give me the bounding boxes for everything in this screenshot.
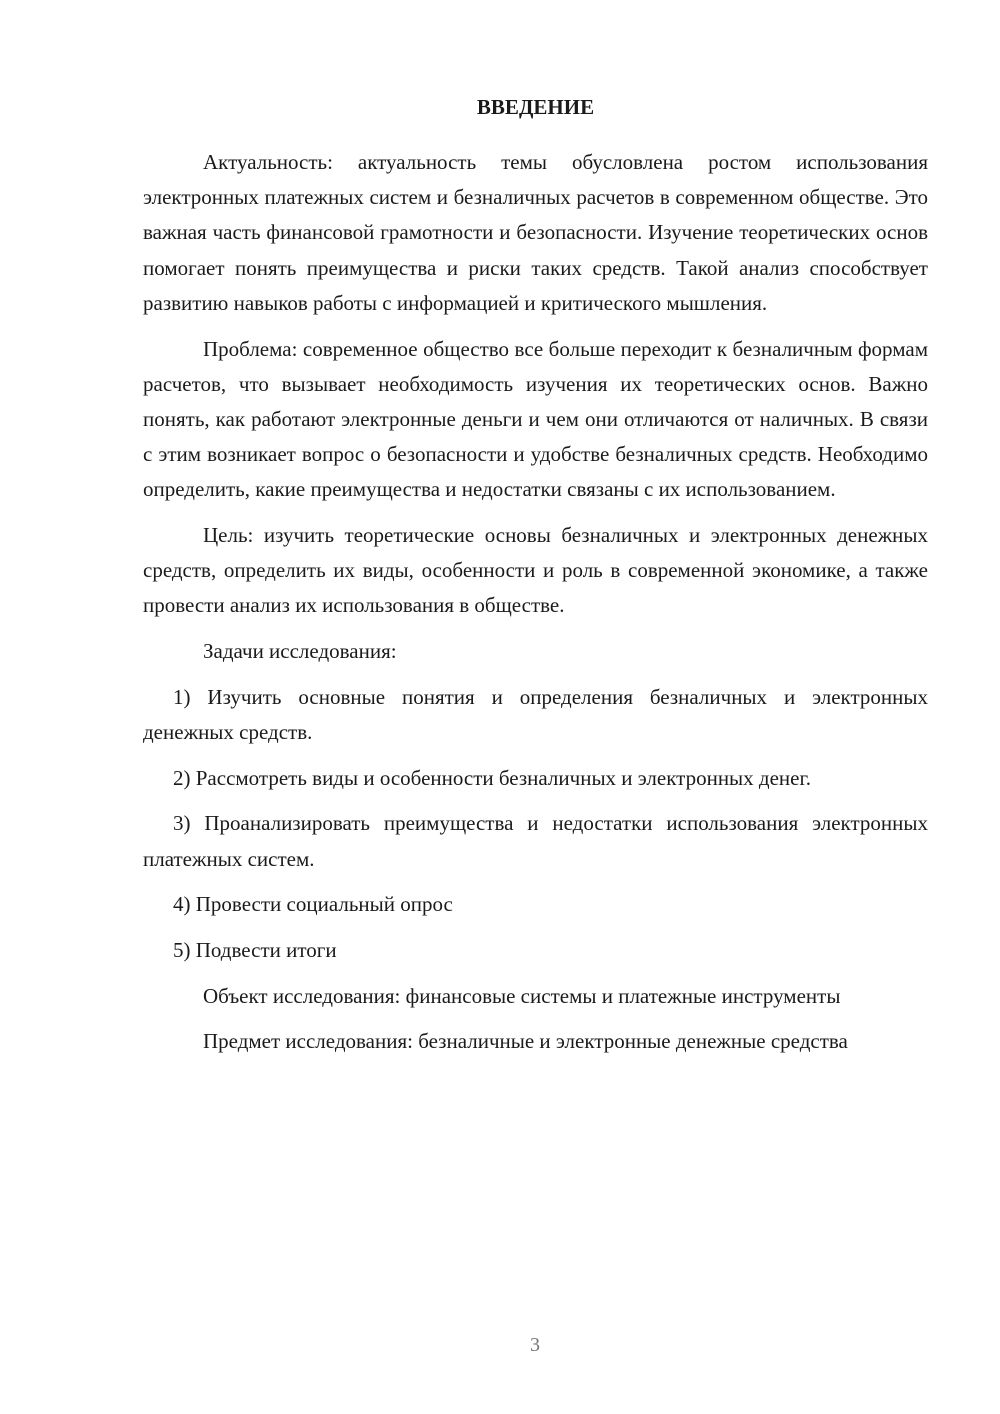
- problem-paragraph: Проблема: современное общество все больше переходит к безналичным формам расчетов, что вызывает необходимость изучения их теоретических основ. Важно понять, как работают электронные деньги и чем они отличаются от наличных. В связи с этим возникает вопрос о безопасности и удобстве безналичных средств. Необходимо определить, какие преимущества и недостатки связаны с их использованием.: [143, 336, 928, 502]
- task-item-3: 3) Проанализировать преимущества и недостатки использования электронных платежных систем.: [143, 811, 928, 871]
- page-number: 3: [530, 1334, 540, 1356]
- tasks-heading: Задачи исследования:: [203, 639, 397, 664]
- object-paragraph: Объект исследования: финансовые системы и платежные инструменты: [203, 983, 841, 1008]
- document-page: [143, 90, 928, 1060]
- task-item-5: 5) Подвести итоги: [173, 938, 337, 963]
- task-item-4: 4) Провести социальный опрос: [173, 892, 453, 917]
- task-item-1: 1) Изучить основные понятия и определения безналичных и электронных денежных средств.: [143, 684, 928, 745]
- subject-paragraph: Предмет исследования: безналичные и электронные денежные средства: [203, 1029, 848, 1054]
- goal-paragraph: Цель: изучить теоретические основы безналичных и электронных денежных средств, определить их виды, особенности и роль в современной экономике, а также провести анализ их использования в обществе.: [143, 523, 928, 618]
- relevance-paragraph: Актуальность: актуальность темы обусловлена ростом использования электронных платежных систем и безналичных расчетов в современном обществе. Это важная часть финансовой грамотности и безопасности. Изучение теоретических основ помогает понять преимущества и риски таких средств. Такой анализ способствует развитию навыков работы с информацией и критического мышления.: [143, 150, 928, 315]
- task-item-2: 2) Рассмотреть виды и особенности безналичных и электронных денег.: [173, 765, 811, 790]
- page-title: ВВЕДЕНИЕ: [476, 95, 595, 119]
